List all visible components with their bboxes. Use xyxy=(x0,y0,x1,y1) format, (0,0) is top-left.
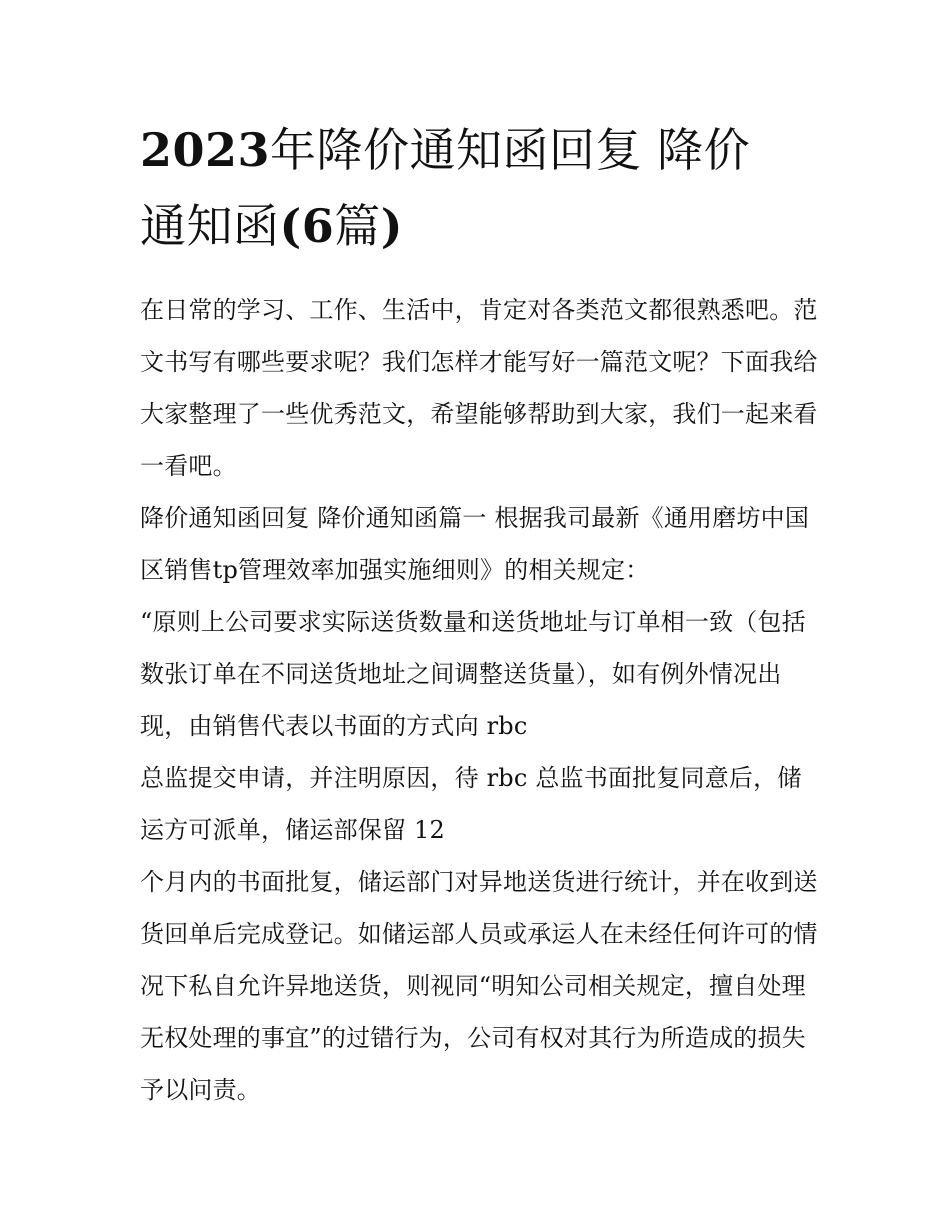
document-page xyxy=(140,112,820,1116)
title-year: 2023 xyxy=(140,123,271,177)
document-title xyxy=(140,112,820,264)
paragraph-approval: 总监提交申请，并注明原因，待 rbc 总监书面批复同意后，储运方可派单，储运部保留 12 xyxy=(140,764,802,844)
paragraph-quote: “原则上公司要求实际送货数量和送货地址与订单相一致（包括数张订单在不同送货地址之间调整送货量），如有例外情况出现，由销售代表以书面的方式向 rbc xyxy=(140,608,806,740)
title-text-line1: 年降价通知函回复 降价 xyxy=(270,123,751,177)
title-count-close: ) xyxy=(380,199,404,253)
document-body xyxy=(140,284,820,1116)
title-count-unit: 篇 xyxy=(334,199,381,253)
paragraph-intro: 在日常的学习、工作、生活中，肯定对各类范文都很熟悉吧。范文书写有哪些要求呢？我们怎样才能写好一篇范文呢？下面我给大家整理了一些优秀范文，希望能够帮助到大家，我们一起来看一看吧。 xyxy=(140,296,818,480)
paragraph-heading: 降价通知函回复 降价通知函篇一 根据我司最新《通用磨坊中国区销售tp管理效率加强实施细则》的相关规定： xyxy=(140,504,810,584)
paragraph-records: 个月内的书面批复，储运部门对异地送货进行统计，并在收到送货回单后完成登记。如储运部人员或承运人在未经任何许可的情况下私自允许异地送货，则视同“明知公司相关规定，擅自处理无权处理的事宜”的过错行为，公司有权对其行为所造成的损失予以问责。 xyxy=(140,868,818,1104)
title-text-line2: 通知函 xyxy=(140,199,280,253)
title-count-open: (6 xyxy=(279,199,335,253)
